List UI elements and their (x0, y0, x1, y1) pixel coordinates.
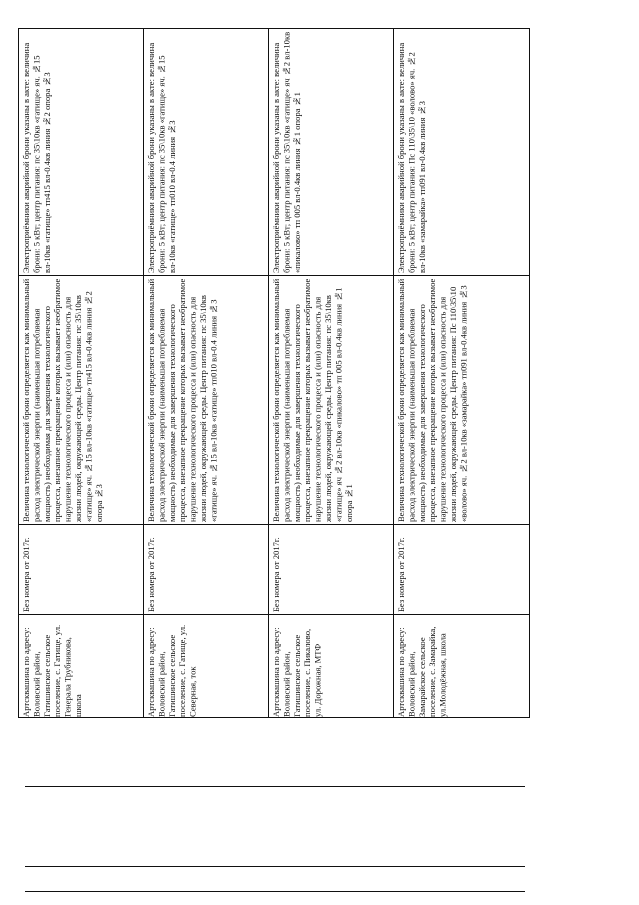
doc-cell (144, 525, 268, 615)
description-text: Величина технологической брони определяется как минимальный расход электрической энергии (наименьшая потребляемая мощность) необходимая для завершения технологического процесса, внезапное прекращение которых вызывает необратимое нарушение технологического процесса и (или) опасность для жизни людей, окружающей среды. Центр питания: пс 35\10кв «гатище» яч. №15 вл-10кв «гатище» тп415 вл-0.4кв линия №2 опора №3 (21, 278, 104, 522)
description-text: Величина технологической брони определяется как минимальный расход электрической энергии (наименьшая потребляемая мощность) необходимые для завершения технологического процесса, внезапное прекращение которых вызывает необратимое нарушение технологического процесса и (или) опасность для жизни людей, окружающей среды. Центр питания: пс 35\10кв «гатище» яч. №15 вл-10кв «гатище» тп010 вл-0.4 линия №3 (146, 278, 219, 522)
doc-cell (269, 525, 393, 615)
description-text: Величина технологической брони определяется как минимальный расход электрической энергии (наименьшая потребляемая мощность) необходимые для завершения технологического процесса, внезапное прекращение которых вызывает необратимое нарушение технологического процесса и (или) опасность для жизни людей, окружающей среды. Центр питания: Пс 110\35\10 «волово» яч. №2 вл-10кв «замарайка» тп091 вл-0.4кв линия №3 (396, 278, 469, 522)
address-cell (19, 615, 143, 719)
emergency-text: Электроприёмники аварийной брони указаны в акте: величина брони: 5 кВт; центр питания: пс 35\10кв «гатище» яч. №15 вл-10кв «гатище» тп415 вл-0.4кв линия №2 опора №3 (21, 42, 52, 273)
doc-text: Без номера от 2017г. (271, 537, 281, 612)
doc-text: Без номера от 2017г. (146, 537, 156, 612)
doc-cell (394, 525, 529, 615)
description-cell (269, 276, 393, 525)
address-cell (269, 615, 393, 719)
description-text: Величина технологической брони определяется как минимальный расход электрической энергии (наименьшая потребляемая мощность) необходимые для завершения технологического процесса, внезапное прекращение которых вызывает необратимое нарушение технологического процесса и (или) опасность для жизни людей, окружающей среды. Центр питания: пс 35\10кв «гатище» яч №2 вл-10кв «пикалово» тп 005 вл-0.4кв линия №1 опора №1 (271, 278, 354, 522)
address-text: Артсквашина по адресу: Воловский район, Гатишинское сельское поселение, с. Гатище, ул. Генерала Трубникова, школа (21, 624, 84, 717)
horizontal-rule (25, 786, 525, 787)
address-text: Артсквашина по адресу: Воловский район, Гатишинское сельское поселение, с. Пикалово, ул. Дорожная, МТФ (271, 627, 323, 717)
doc-cell (19, 525, 143, 615)
emergency-text: Электроприёмники аварийной брони указаны в акте: величина брони: 5 кВт; центр питания: пс 35\10кв «гатище» яч. №15 вл-10кв «гатище» тп010 вл-0.4 линия №3 (146, 42, 177, 273)
address-text: Артсквашина по адресу: Воловский район, Гатишинское сельское поселение, с. Гатище, ул. Северная, ток (146, 624, 198, 717)
emergency-cell (144, 29, 268, 276)
emergency-cell (394, 29, 529, 276)
address-cell (144, 615, 268, 719)
table-row (144, 29, 269, 717)
description-cell (394, 276, 529, 525)
table-row (269, 29, 394, 717)
table-row (394, 29, 529, 717)
address-cell (394, 615, 529, 719)
description-cell (144, 276, 268, 525)
emergency-text: Электроприёмники аварийной брони указаны в акте: величина брони: 5 кВт; центр питания: Пс 110\35\10 «волово» яч. №2 вл-10кв «замарайка» тп091 вл-0.4кв линия №3 (396, 42, 427, 273)
emergency-text: Электроприёмники аварийной брони указаны в акте: величина брони: 5 кВт; центр питания: пс 35\10кв «гатище» яч №2 вл-10кв «пикалово» тп 005 вл-0.4кв линия №1 опора №1 (271, 31, 302, 273)
table-row (19, 29, 144, 717)
emergency-cell (19, 29, 143, 276)
rotated-table (18, 28, 530, 718)
horizontal-rule (25, 891, 525, 892)
description-cell (19, 276, 143, 525)
emergency-cell (269, 29, 393, 276)
horizontal-rule (25, 866, 525, 867)
address-text: Артсквашина по адресу: Воловский район, Замарайское сельское поселение, с. Замарайка, ул.Молодёжная, школа (396, 626, 448, 717)
doc-text: Без номера от 2017г. (396, 537, 406, 612)
doc-text: Без номера от 2017г. (21, 537, 31, 612)
